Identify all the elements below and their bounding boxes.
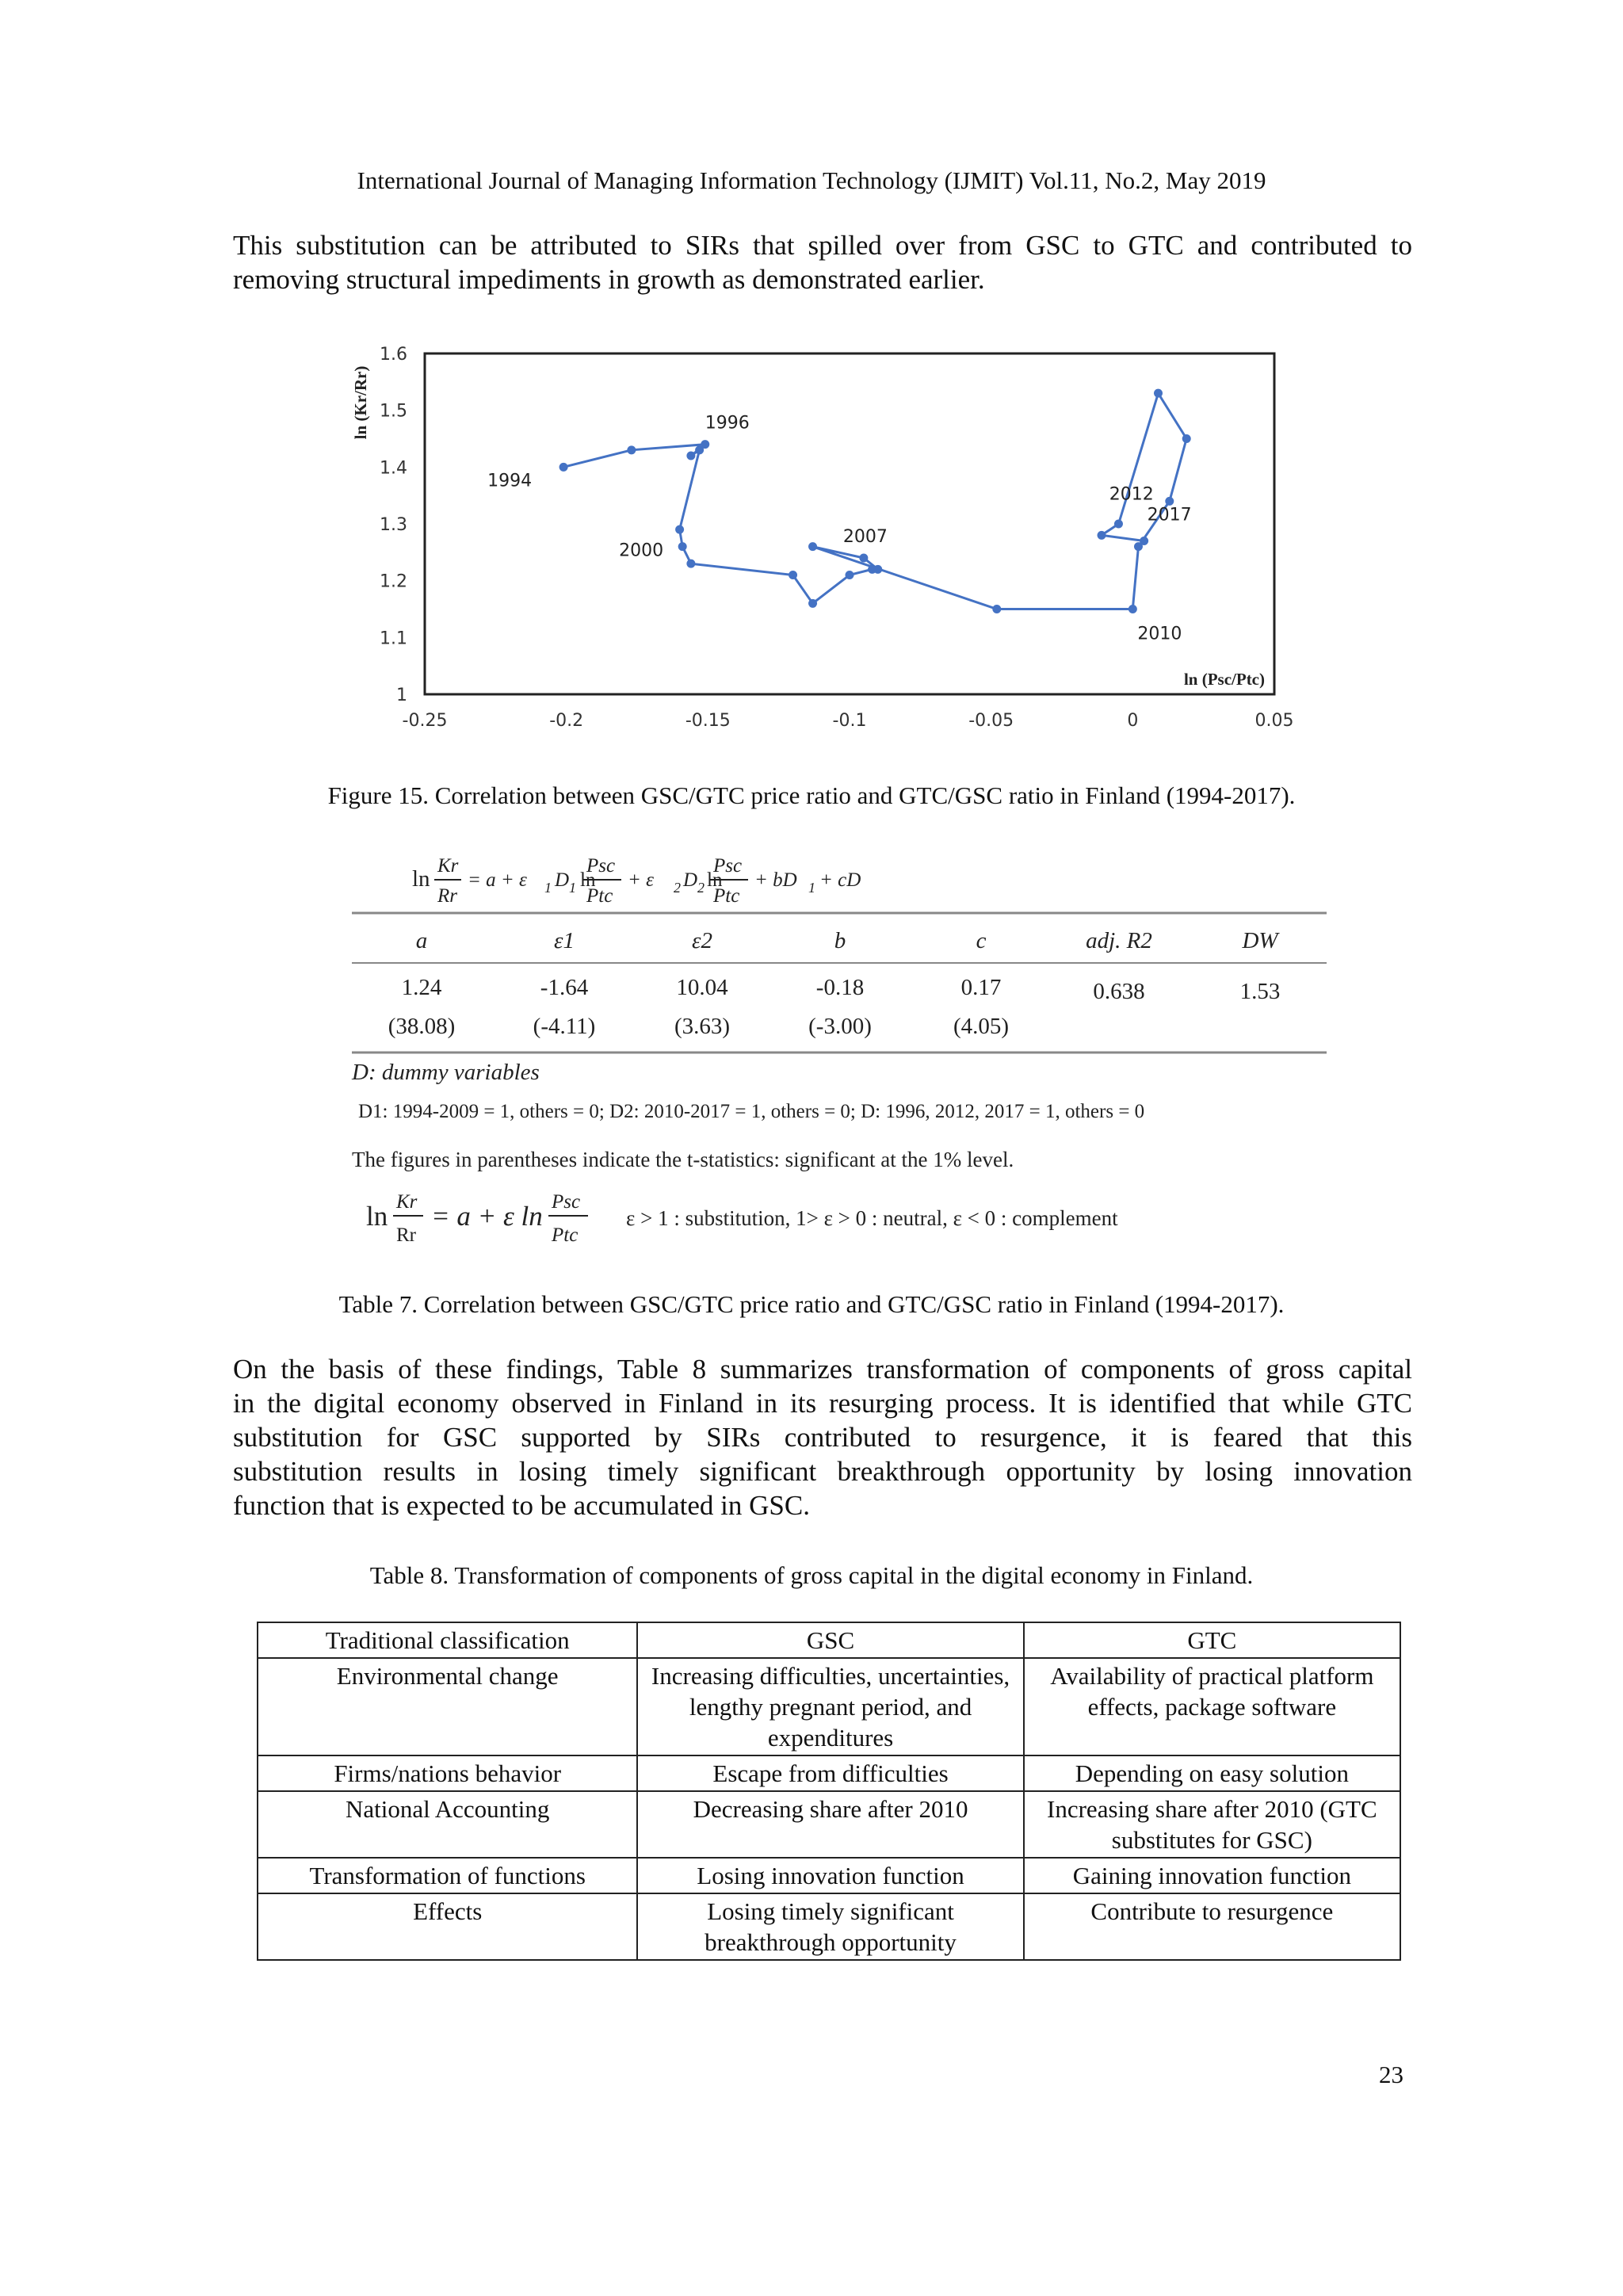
y-tick-label: 1.5 [380,401,407,422]
table7-tstat: (-3.00) [808,1014,872,1039]
table-cell: Firms/nations behavior [258,1755,637,1791]
table-cell: Availability of practical platform effects, package software [1024,1658,1400,1755]
table-7-block [0,840,1623,1252]
eq-d1-sub: 1 [569,880,576,896]
table-cell: Transformation of functions [258,1858,637,1893]
data-point [686,452,695,460]
table-cell: Contribute to resurgence [1024,1893,1400,1960]
eq-ln-3: ln [707,869,723,891]
paragraph-line: removing structural impediments in growth as demonstrated earlier. [233,264,985,295]
eq-d2: D [683,869,698,891]
data-point [1098,531,1106,540]
table7-tstat: (3.63) [674,1014,731,1039]
eq2-ptc: Ptc [552,1224,579,1246]
data-point [846,571,854,579]
table7-estimate: 1.24 [401,975,442,1000]
paragraph-line: in the digital economy observed in Finland in its resurging process. It is identified that while GTC [233,1388,1412,1419]
data-point [873,565,882,574]
table-cell: Environmental change [258,1658,637,1755]
eq2-psc: Psc [552,1191,581,1213]
dummy-definition: D1: 1994-2009 = 1, others = 0; D2: 2010-2017 = 1, others = 0; D: 1996, 2012, 2017 = 1, others = 0 [358,1101,1145,1122]
x-tick-label: 0.05 [1254,711,1294,731]
eq-sub-3: 1 [808,880,815,896]
paragraph-line: This substitution can be attributed to SIRs that spilled over from GSC to GTC and contributed to [233,230,1412,261]
figure-15-chart [0,0,1623,761]
eq-d1: D [555,869,570,891]
data-point [695,445,704,454]
eq-ln-2: ln [580,869,596,891]
x-tick-label: -0.25 [402,711,448,731]
year-annotation: 1994 [487,471,533,491]
data-point [789,571,797,579]
eq-d2-sub: 2 [697,880,705,896]
table-cell: Depending on easy solution [1024,1755,1400,1791]
x-tick-label: -0.2 [549,711,584,731]
table-cell: Increasing share after 2010 (GTC substitutes for GSC) [1024,1791,1400,1858]
year-annotation: 1996 [705,413,750,434]
year-annotation: 2007 [842,527,888,547]
x-tick-label: -0.1 [832,711,867,731]
data-point [1114,520,1123,529]
year-annotation: 2017 [1147,505,1192,525]
eq-rr: Rr [437,885,457,907]
eq-psc-2: Psc [713,855,743,877]
tstat-note: The figures in parentheses indicate the t-statistics: significant at the 1% level. [352,1148,1014,1171]
year-annotation: 2000 [619,541,664,561]
table7-header: c [976,928,987,953]
eq-part-4: + cD [819,869,861,891]
y-tick-label: 1.2 [380,571,407,592]
paragraph-line: On the basis of these findings, Table 8 summarizes transformation of components of gross capital [233,1354,1412,1385]
table7-tstat: (-4.11) [533,1014,596,1039]
data-point [1165,497,1174,506]
x-tick-label: -0.05 [968,711,1014,731]
y-tick-label: 1.3 [380,515,407,535]
eq-ptc-2: Ptc [713,885,740,907]
table7-header: b [834,928,846,953]
table-cell: Losing innovation function [637,1858,1023,1893]
year-annotation: 2012 [1109,484,1154,505]
x-tick-label: 0 [1127,711,1139,731]
y-tick-label: 1.4 [380,458,407,479]
eq2-conditions: ε > 1 : substitution, 1> ε > 0 : neutral, ε < 0 : complement [626,1206,1118,1230]
eq-psc: Psc [586,855,616,877]
data-point [627,445,636,454]
table-cell: Decreasing share after 2010 [637,1791,1023,1858]
table-header-cell: GTC [1024,1622,1400,1658]
y-tick-label: 1.6 [380,345,407,365]
year-annotation: 2010 [1137,624,1182,644]
data-point [1182,434,1191,443]
eq-part-3: + bD [754,869,797,891]
table-8-caption: Table 8. Transformation of components of gross capital in the digital economy in Finland. [369,1561,1254,1589]
table-8 [257,1622,1401,1961]
table7-tstat: (38.08) [388,1014,456,1039]
dummy-title: D: dummy variables [352,1060,540,1085]
table-row [258,1791,1400,1858]
table7-estimate: -1.64 [540,975,589,1000]
data-point [808,542,817,551]
eq-part-2: + ε [628,869,654,891]
table7-header: ε2 [692,928,712,953]
table-cell: Effects [258,1893,637,1960]
table-cell: National Accounting [258,1791,637,1858]
data-point [559,463,568,472]
table7-estimate: 0.17 [960,975,1002,1000]
table7-estimate: 1.53 [1239,979,1281,1004]
table7-header: DW [1242,928,1278,953]
table7-estimate: -0.18 [815,975,865,1000]
x-axis-label: ln (Psc/Ptc) [1183,670,1265,689]
eq2-mid: = a + ε ln [431,1201,543,1232]
table7-tstat: (4.05) [953,1014,1010,1039]
table-cell: Escape from difficulties [637,1755,1023,1791]
y-axis-label: ln (Kr/Rr) [351,365,370,440]
eq-sub-2: 2 [674,880,681,896]
data-point [686,560,695,568]
eq-part-1: = a + ε [468,869,527,891]
table-cell: Increasing difficulties, uncertainties, lengthy pregnant period, and expenditures [637,1658,1023,1755]
table7-estimate: 10.04 [676,975,728,1000]
eq2-ln: ln [366,1201,388,1232]
figure-15-caption: Figure 15. Correlation between GSC/GTC price ratio and GTC/GSC ratio in Finland (1994-2017). [327,781,1296,809]
eq2-rr: Rr [396,1224,416,1246]
table-header-cell: GSC [637,1622,1023,1658]
eq-ptc: Ptc [586,885,613,907]
data-point [1128,605,1137,613]
table-cell: Gaining innovation function [1024,1858,1400,1893]
table-row [258,1858,1400,1893]
data-point [992,605,1001,613]
eq-ln: ln [412,866,430,892]
table7-estimate: 0.638 [1093,979,1145,1004]
page-number: 23 [1379,2061,1403,2088]
y-tick-label: 1 [396,686,407,705]
x-tick-label: -0.15 [685,711,731,731]
eq-sub-1: 1 [544,880,552,896]
series-line [563,393,1186,609]
table-row [258,1658,1400,1755]
paragraph-line: function that is expected to be accumulated in GSC. [233,1490,810,1521]
paragraph-line: substitution for GSC supported by SIRs contributed to resurgence, it is feared that this [233,1422,1412,1453]
eq2-kr: Kr [396,1191,418,1213]
table7-header: a [415,928,428,953]
data-point [808,599,817,608]
data-point [1154,389,1163,398]
journal-header: International Journal of Managing Information Technology (IJMIT) Vol.11, No.2, May 2019 [357,166,1266,194]
table-cell: Losing timely significant breakthrough opportunity [637,1893,1023,1960]
data-point [678,542,687,551]
data-point [675,525,684,534]
paragraph-line: substitution results in losing timely significant breakthrough opportunity by losing innovation [233,1456,1412,1487]
table-header-cell: Traditional classification [258,1622,637,1658]
table-7-caption: Table 7. Correlation between GSC/GTC price ratio and GTC/GSC ratio in Finland (1994-2017). [338,1290,1285,1318]
y-tick-label: 1.1 [380,628,407,649]
paragraph-2 [233,1352,1412,1522]
table7-header: ε1 [554,928,575,953]
table7-header: adj. R2 [1086,928,1152,953]
eq-kr: Kr [437,855,459,877]
data-point [1140,537,1148,545]
table-row [258,1893,1400,1960]
data-point [859,554,868,563]
table-row [258,1755,1400,1791]
table-header-row [258,1622,1400,1658]
